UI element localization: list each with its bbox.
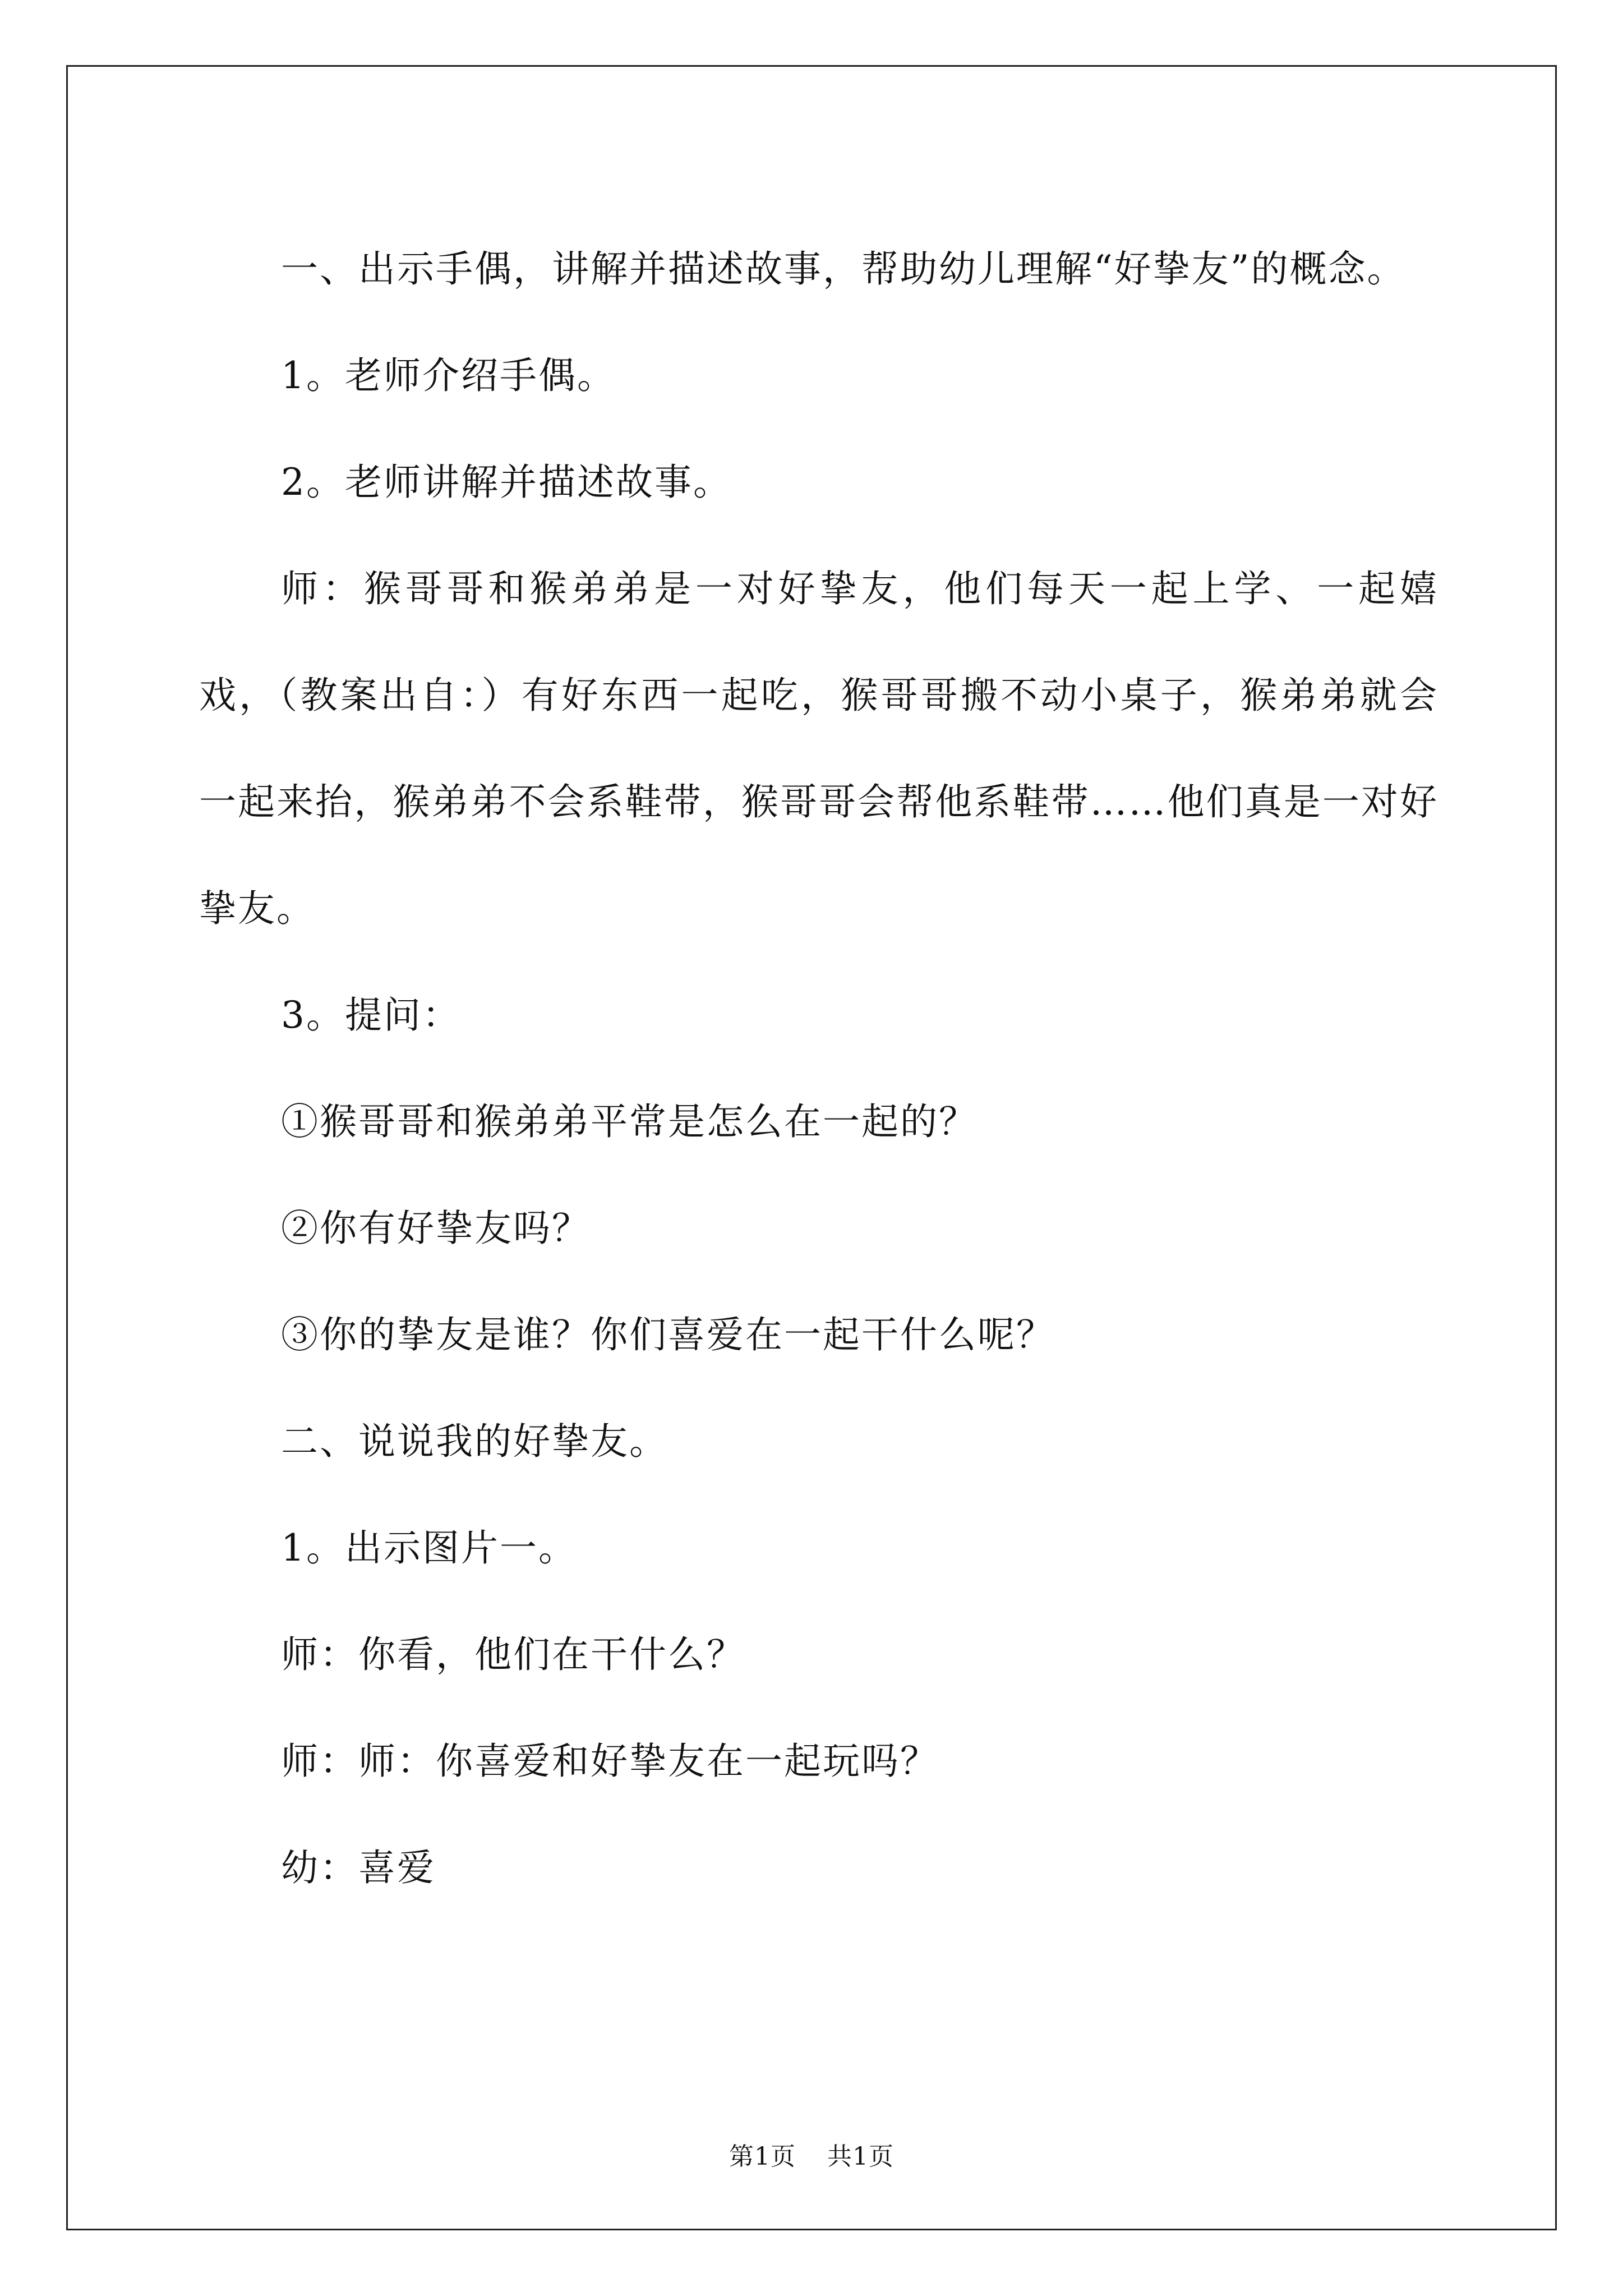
page-number: 第1页 [729, 2142, 796, 2171]
paragraph-child-line: 幼：喜爱 [281, 1846, 436, 1889]
page-footer [0, 2140, 1623, 2174]
document-body [199, 216, 1438, 1921]
paragraph-teacher-line-1: 师：你看，他们在干什么？ [281, 1633, 745, 1676]
paragraph-step-3: 3。提问： [281, 993, 461, 1037]
paragraph-step-1: 1。老师介绍手偶。 [281, 354, 616, 397]
paragraph-question-1: ①猴哥哥和猴弟弟平常是怎么在一起的？ [281, 1100, 978, 1143]
paragraph-section-two-heading: 二、说说我的好挚友。 [281, 1420, 668, 1463]
paragraph-story: 师：猴哥哥和猴弟弟是一对好挚友，他们每天一起上学、一起嬉戏，（教案出自：）有好东西一起吃，猴哥哥搬不动小桌子，猴弟弟就会一起来抬，猴弟弟不会系鞋带，猴哥哥会帮他系鞋带……他们真是一对好挚友。 [199, 567, 1438, 930]
paragraph-show-picture: 1。出示图片一。 [281, 1526, 577, 1570]
page-total: 共1页 [827, 2142, 894, 2171]
paragraph-question-2: ②你有好挚友吗？ [281, 1207, 591, 1250]
paragraph-step-2: 2。老师讲解并描述故事。 [281, 461, 732, 504]
paragraph-section-one-heading: 一、出示手偶，讲解并描述故事，帮助幼儿理解“好挚友”的概念。 [281, 247, 1406, 291]
paragraph-question-3: ③你的挚友是谁？你们喜爱在一起干什么呢？ [281, 1313, 1055, 1356]
paragraph-teacher-line-2: 师：师：你喜爱和好挚友在一起玩吗？ [281, 1740, 939, 1783]
